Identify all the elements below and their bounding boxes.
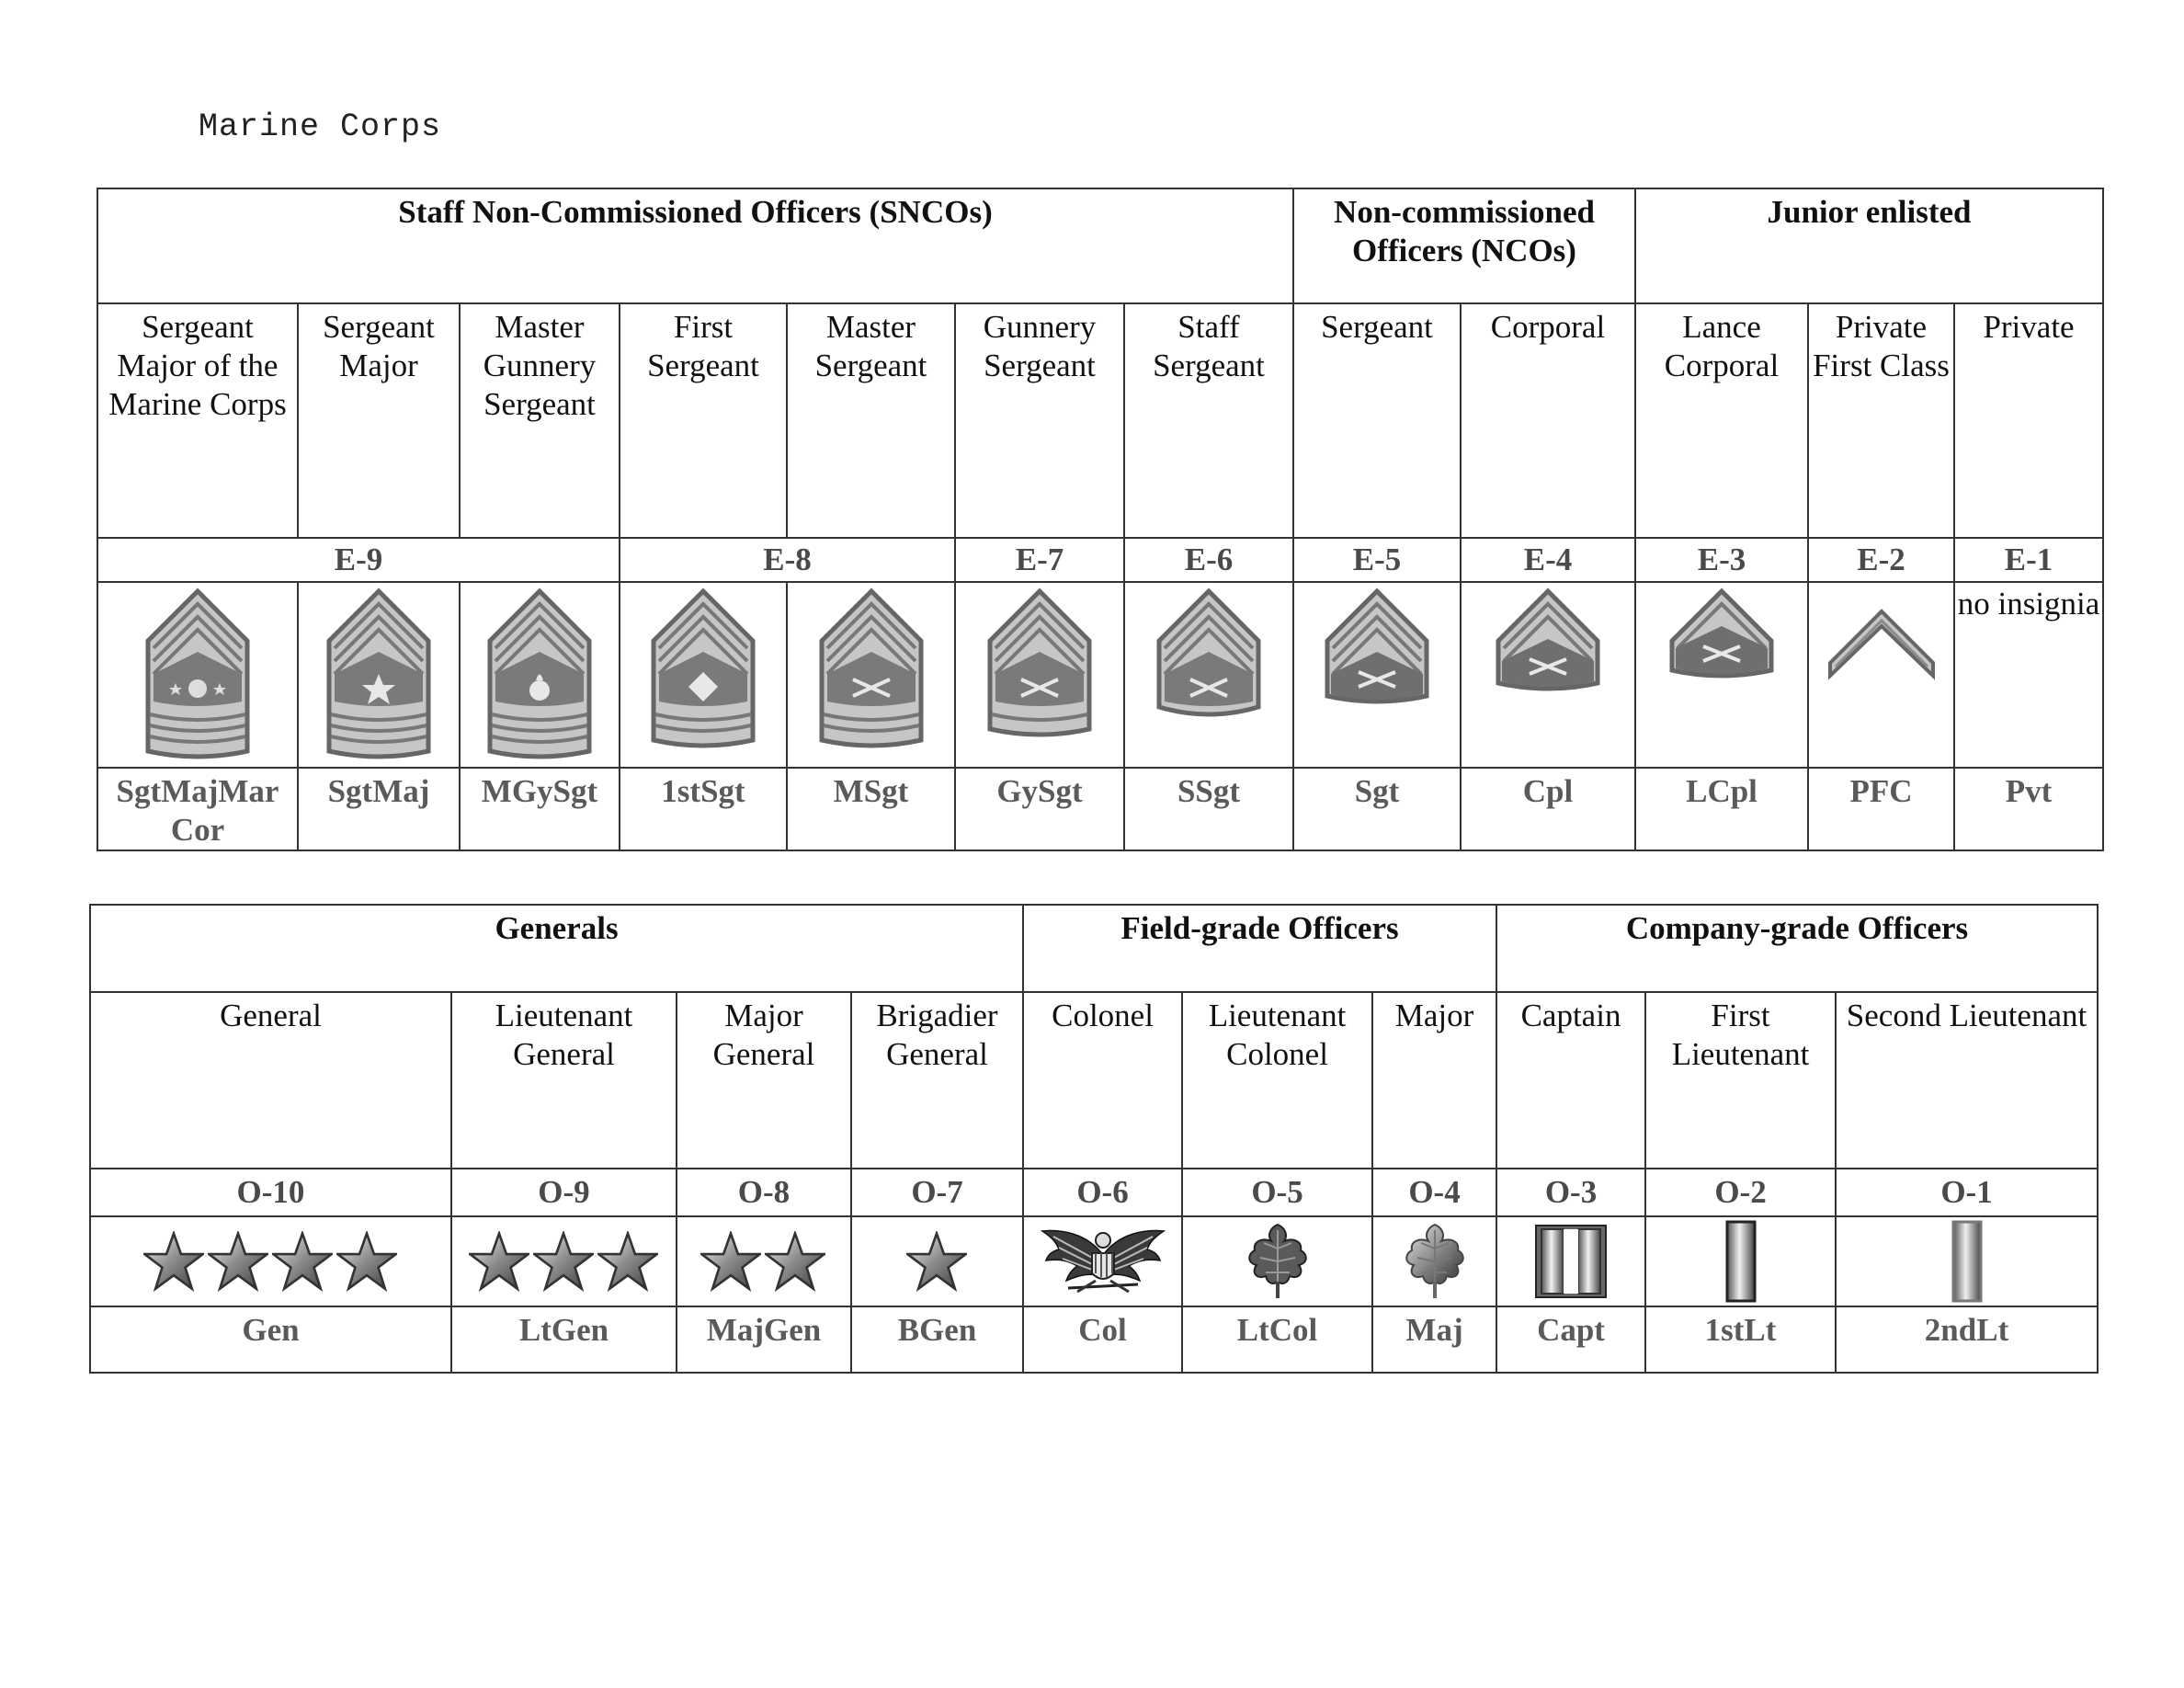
rank-abbreviation: Gen (90, 1306, 451, 1373)
insignia-cell (1023, 1216, 1182, 1306)
cpl-chevron-icon (1493, 587, 1603, 762)
1stsgt-chevron-icon (648, 587, 758, 762)
one-star-icon (906, 1229, 969, 1294)
insignia-cell (1182, 1216, 1372, 1306)
pay-grade: E-6 (1124, 538, 1293, 582)
rank-abbreviation: SSgt (1124, 768, 1293, 850)
rank-abbreviation: Capt (1496, 1306, 1645, 1373)
sgt-chevron-icon (1322, 587, 1432, 762)
rank-abbreviation: 1stLt (1645, 1306, 1836, 1373)
rank-name: Staff Sergeant (1124, 303, 1293, 538)
rank-abbreviation: GySgt (955, 768, 1124, 850)
insignia-cell (1954, 582, 2103, 768)
four-stars-icon (143, 1229, 399, 1294)
gysgt-chevron-icon (984, 587, 1095, 762)
pay-grade: E-5 (1293, 538, 1461, 582)
rank-name: Sergeant (1293, 303, 1461, 538)
pay-grade: E-8 (620, 538, 955, 582)
sgtmaj-chevron-icon (324, 587, 434, 762)
two-stars-icon (700, 1229, 827, 1294)
single-bar-icon (1724, 1219, 1757, 1304)
page-title: Marine Corps (199, 108, 442, 145)
insignia-cell (1808, 582, 1954, 768)
category-field-grade: Field-grade Officers (1023, 905, 1496, 992)
insignia-cell (787, 582, 955, 768)
insignia-cell (1461, 582, 1635, 768)
insignia-cell (620, 582, 787, 768)
category-company-grade: Company-grade Officers (1496, 905, 2098, 992)
rank-name: Brigadier General (851, 992, 1023, 1169)
insignia-cell (1124, 582, 1293, 768)
officer-ranks-table (89, 904, 2099, 1374)
rank-abbreviation: Cpl (1461, 768, 1635, 850)
pay-grade: E-4 (1461, 538, 1635, 582)
pay-grade: O-5 (1182, 1169, 1372, 1216)
rank-name: General (90, 992, 451, 1169)
insignia-cell (1635, 582, 1808, 768)
pay-grade: O-1 (1836, 1169, 2098, 1216)
insignia-cell (955, 582, 1124, 768)
pay-grade: E-2 (1808, 538, 1954, 582)
category-ncos: Non-commissioned Officers (NCOs) (1293, 188, 1635, 303)
category-sncos: Staff Non-Commissioned Officers (SNCOs) (97, 188, 1293, 303)
rank-abbreviation: MSgt (787, 768, 955, 850)
rank-abbreviation: BGen (851, 1306, 1023, 1373)
enlisted-ranks-table (97, 188, 2104, 851)
pay-grade: O-6 (1023, 1169, 1182, 1216)
pay-grade: O-3 (1496, 1169, 1645, 1216)
rank-name: Sergeant Major of the Marine Corps (97, 303, 298, 538)
insignia-cell (1372, 1216, 1496, 1306)
rank-abbreviation: LCpl (1635, 768, 1808, 850)
pay-grade: O-10 (90, 1169, 451, 1216)
rank-abbreviation: Maj (1372, 1306, 1496, 1373)
rank-name: First Lieutenant (1645, 992, 1836, 1169)
rank-name: Second Lieutenant (1836, 992, 2098, 1169)
insignia-cell (851, 1216, 1023, 1306)
insignia-cell (460, 582, 620, 768)
insignia-cell (90, 1216, 451, 1306)
rank-abbreviation: LtCol (1182, 1306, 1372, 1373)
insignia-cell (97, 582, 298, 768)
rank-name: Colonel (1023, 992, 1182, 1169)
rank-name: Lieutenant General (451, 992, 677, 1169)
pay-grade: E-1 (1954, 538, 2103, 582)
mgysgt-chevron-icon (484, 587, 595, 762)
rank-abbreviation: Col (1023, 1306, 1182, 1373)
pay-grade: O-9 (451, 1169, 677, 1216)
oak-leaf-icon (1403, 1221, 1467, 1302)
pay-grade: E-9 (97, 538, 620, 582)
insignia-cell (451, 1216, 677, 1306)
rank-abbreviation: Sgt (1293, 768, 1461, 850)
rank-name: Private (1954, 303, 2103, 538)
rank-abbreviation: LtGen (451, 1306, 677, 1373)
insignia-cell (298, 582, 460, 768)
pfc-chevron-icon (1826, 587, 1937, 762)
ssgt-chevron-icon (1154, 587, 1264, 762)
rank-name: Master Sergeant (787, 303, 955, 538)
double-bar-icon (1534, 1224, 1608, 1299)
rank-name: Major (1372, 992, 1496, 1169)
insignia-cell (1645, 1216, 1836, 1306)
rank-name: Private First Class (1808, 303, 1954, 538)
rank-abbreviation: MGySgt (460, 768, 620, 850)
rank-name: Captain (1496, 992, 1645, 1169)
rank-name: Lance Corporal (1635, 303, 1808, 538)
rank-name: Lieutenant Colonel (1182, 992, 1372, 1169)
pay-grade: O-7 (851, 1169, 1023, 1216)
insignia-cell (677, 1216, 851, 1306)
rank-name: Sergeant Major (298, 303, 460, 538)
insignia-cell (1836, 1216, 2098, 1306)
pay-grade: O-4 (1372, 1169, 1496, 1216)
pay-grade: O-8 (677, 1169, 851, 1216)
rank-name: Major General (677, 992, 851, 1169)
rank-name: Corporal (1461, 303, 1635, 538)
pay-grade: E-7 (955, 538, 1124, 582)
category-junior-enlisted: Junior enlisted (1635, 188, 2103, 303)
rank-name: First Sergeant (620, 303, 787, 538)
rank-abbreviation: 2ndLt (1836, 1306, 2098, 1373)
eagle-icon (1041, 1227, 1166, 1295)
rank-abbreviation: 1stSgt (620, 768, 787, 850)
rank-abbreviation: Pvt (1954, 768, 2103, 850)
msgt-chevron-icon (816, 587, 927, 762)
no-insignia-text: no insignia (1957, 586, 2100, 622)
rank-name: Master Gunnery Sergeant (460, 303, 620, 538)
insignia-cell (1496, 1216, 1645, 1306)
rank-abbreviation: MajGen (677, 1306, 851, 1373)
insignia-cell (1293, 582, 1461, 768)
sgtmaj-marcor-chevron-icon (142, 587, 253, 762)
rank-name: Gunnery Sergeant (955, 303, 1124, 538)
three-stars-icon (469, 1229, 660, 1294)
rank-abbreviation: SgtMajMar Cor (97, 768, 298, 850)
oak-leaf-icon (1246, 1221, 1310, 1302)
lcpl-chevron-icon (1666, 587, 1777, 762)
pay-grade: O-2 (1645, 1169, 1836, 1216)
single-bar-icon (1951, 1219, 1984, 1304)
rank-abbreviation: PFC (1808, 768, 1954, 850)
rank-abbreviation: SgtMaj (298, 768, 460, 850)
pay-grade: E-3 (1635, 538, 1808, 582)
category-generals: Generals (90, 905, 1023, 992)
